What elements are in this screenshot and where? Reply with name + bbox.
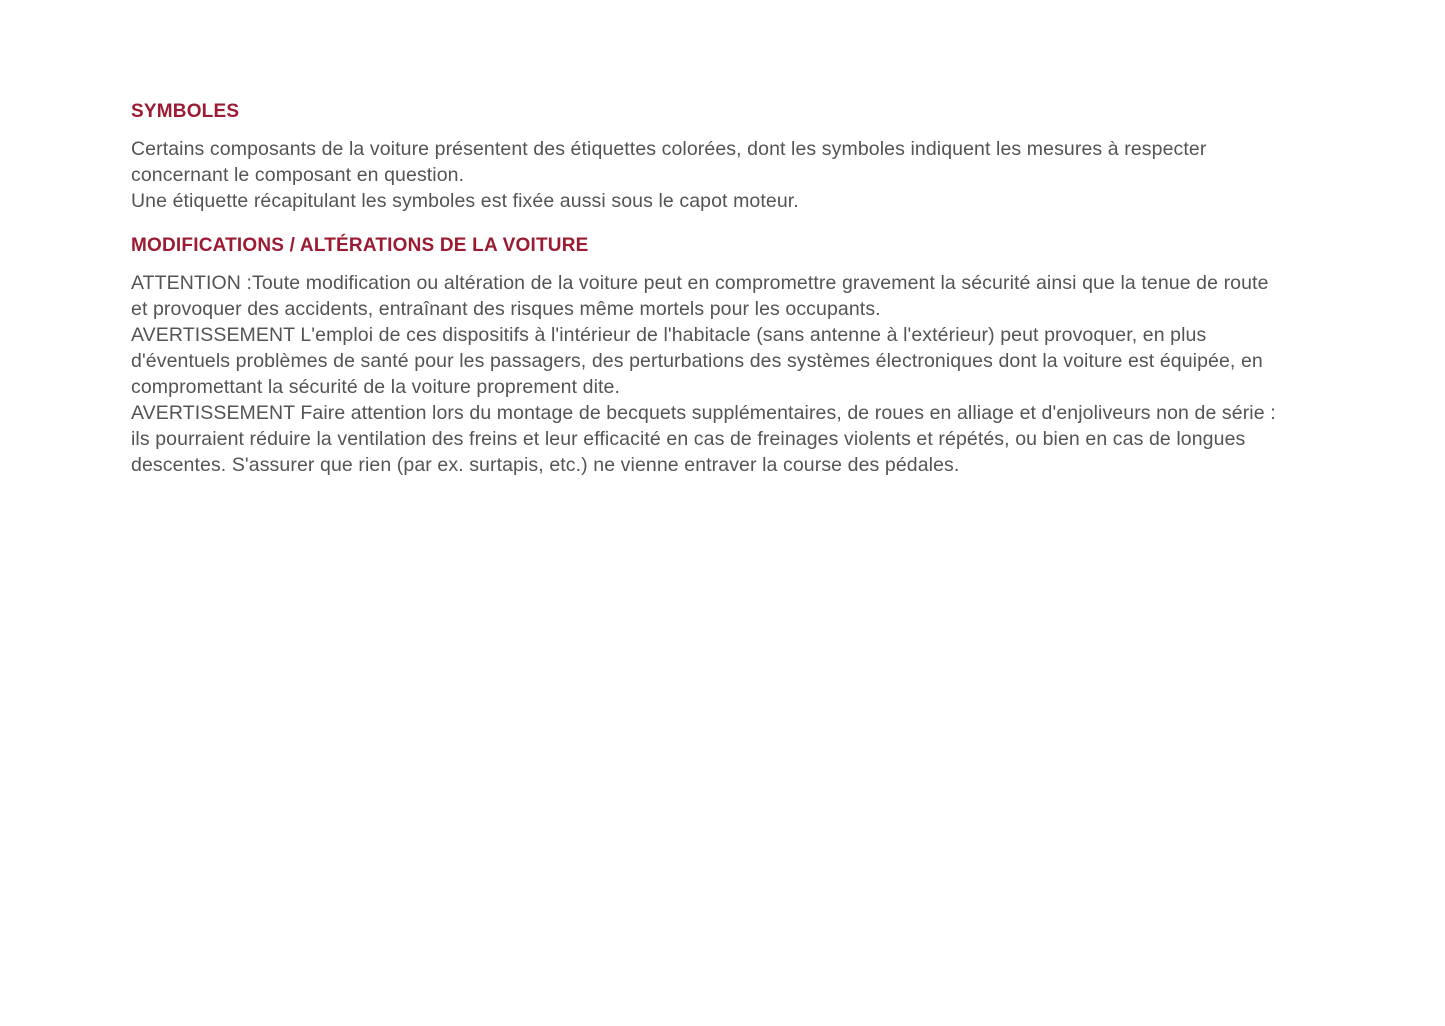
paragraph: Certains composants de la voiture présentent des étiquettes colorées, dont les symboles indiquent les mesures à respecter concernant le composant en question. [131,138,1207,186]
section-heading-symboles: SYMBOLES [131,101,240,122]
page-content [131,101,1289,478]
section-modifications [131,235,1289,478]
paragraph-avertissement-2: AVERTISSEMENT Faire attention lors du montage de becquets supplémentaires, de roues en alliage et d'enjoliveurs non de série : ils pourraient réduire la ventilation des freins et leur efficacité en cas de freinages violents et répétés, ou bien en cas de longues descentes. S'assurer que rien (par ex. surtapis, etc.) ne vienne entraver la course des pédales. [131,402,1276,476]
section-symboles [131,101,1289,214]
section-body-symboles [131,136,1289,214]
section-body-modifications [131,270,1289,478]
paragraph: Une étiquette récapitulant les symboles est fixée aussi sous le capot moteur. [131,190,799,212]
paragraph-attention: ATTENTION :Toute modification ou altération de la voiture peut en compromettre gravement la sécurité ainsi que la tenue de route et provoquer des accidents, entraînant des risques même mortels pour les occupants. [131,272,1269,320]
section-heading-modifications: MODIFICATIONS / ALTÉRATIONS DE LA VOITURE [131,235,589,256]
paragraph-avertissement-1: AVERTISSEMENT L'emploi de ces dispositifs à l'intérieur de l'habitacle (sans antenne à l'extérieur) peut provoquer, en plus d'éventuels problèmes de santé pour les passagers, des perturbations des systèmes électroniques dont la voiture est équipée, en compromettant la sécurité de la voiture proprement dite. [131,324,1263,398]
